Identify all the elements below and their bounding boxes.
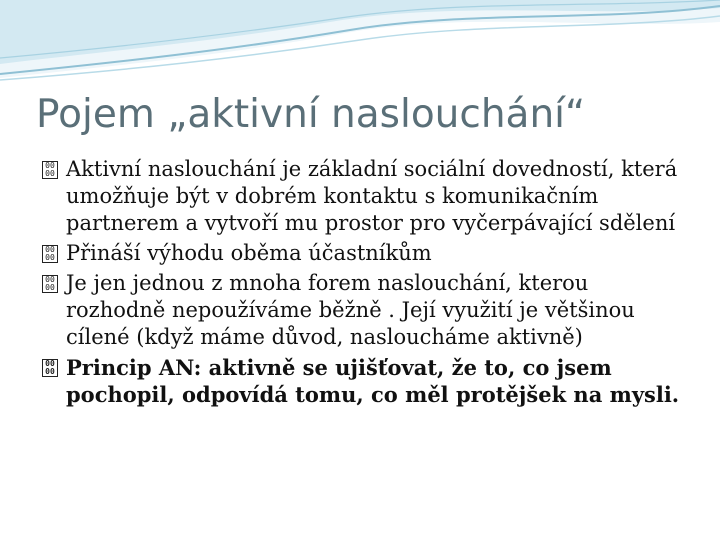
- missing-glyph-box-icon: 00 00: [42, 161, 58, 179]
- bullet-item: [42, 240, 692, 267]
- bullet-text: Princip AN: aktivně se ujišťovat, že to, co jsem pochopil, odpovídá tomu, co měl protějšek na mysli.: [66, 355, 680, 407]
- missing-glyph-box-icon: 00 00: [42, 359, 58, 377]
- bullet-item: [42, 270, 692, 351]
- slide-title: Pojem „aktivní naslouchání“: [36, 92, 586, 137]
- bullet-item: [42, 354, 692, 408]
- bullet-list: [42, 156, 692, 411]
- bullet-text: Aktivní naslouchání je základní sociální dovedností, která umožňuje být v dobrém kontaktu s komunikačním partnerem a vytvoří mu prostor pro vyčerpávající sdělení: [66, 157, 678, 235]
- header-wave-decoration: [0, 0, 720, 90]
- missing-glyph-box-icon: 00 00: [42, 275, 58, 293]
- missing-glyph-box-icon: 00 00: [42, 245, 58, 263]
- bullet-text: Je jen jednou z mnoha forem naslouchání, kterou rozhodně nepoužíváme běžně . Její využití je většinou cílené (když máme důvod, nasloucháme aktivně): [66, 271, 635, 349]
- bullet-item: [42, 156, 692, 237]
- bullet-text: Přináší výhodu oběma účastníkům: [66, 241, 432, 265]
